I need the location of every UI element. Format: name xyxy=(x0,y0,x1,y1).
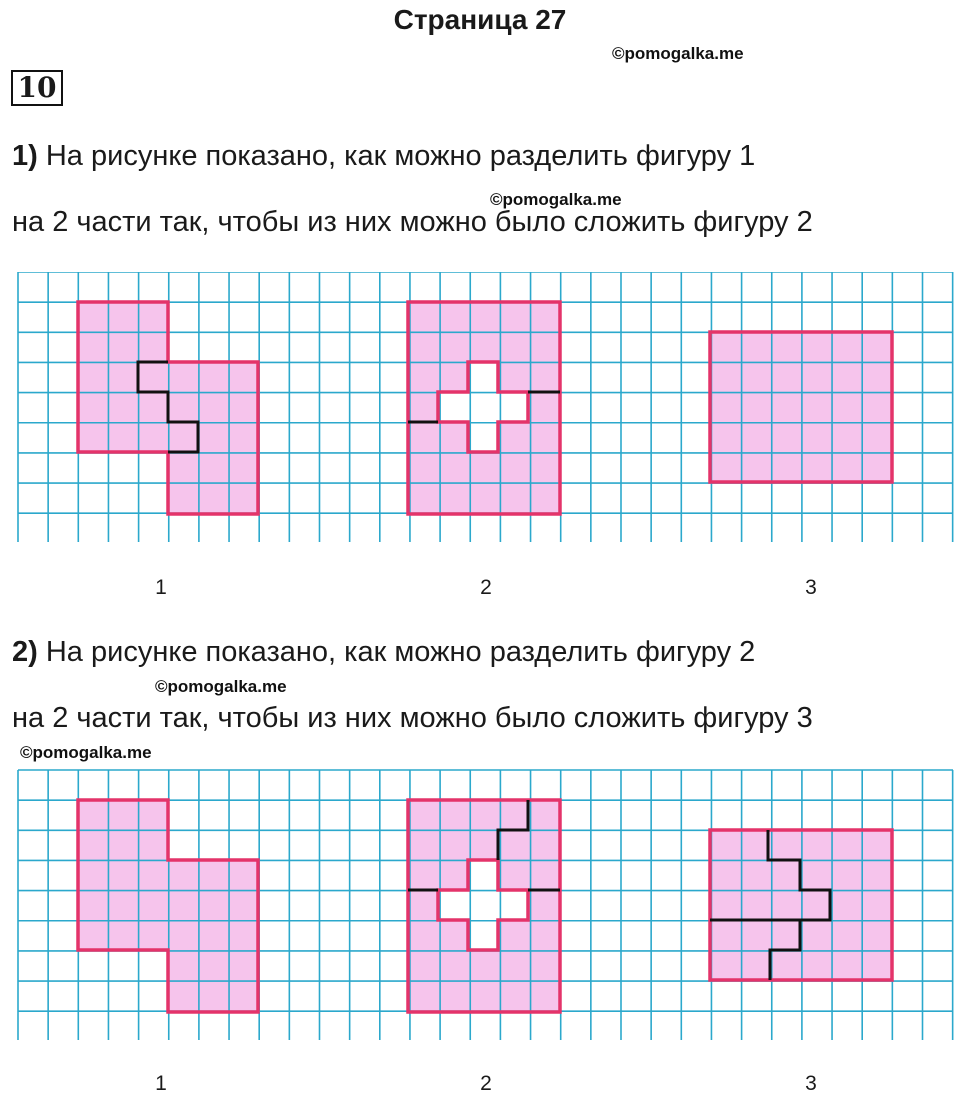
label-figure-3: 3 xyxy=(805,1072,817,1095)
grid-figure-2 xyxy=(0,768,960,1044)
label-figure-1: 1 xyxy=(155,1072,167,1095)
watermark: ©pomogalka.me xyxy=(155,677,287,696)
watermark: ©pomogalka.me xyxy=(612,44,744,63)
task-number: 10 xyxy=(11,70,63,106)
part2-number: 2) xyxy=(12,636,38,668)
label-figure-3: 3 xyxy=(805,576,817,599)
page-title: Страница 27 xyxy=(393,4,567,35)
part1-line2: на 2 части так, чтобы из них можно было сложить фигуру 2 xyxy=(12,206,813,238)
part1-text1: На рисунке показано, как можно разделить фигуру 1 xyxy=(45,140,756,172)
watermark: ©pomogalka.me xyxy=(20,743,152,762)
part2-line2: на 2 части так, чтобы из них можно было сложить фигуру 3 xyxy=(12,702,813,734)
grid-figure-1 xyxy=(0,272,960,548)
part2-line1 xyxy=(12,636,755,669)
label-figure-2: 2 xyxy=(480,576,492,599)
figure-3 xyxy=(710,830,892,980)
figure-2 xyxy=(408,302,560,514)
part2-text1: На рисунке показано, как можно разделить фигуру 2 xyxy=(45,636,756,668)
figure-3 xyxy=(710,332,892,482)
label-figure-2: 2 xyxy=(480,1072,492,1095)
part1-number: 1) xyxy=(12,140,38,172)
part1-line1 xyxy=(12,140,755,173)
figure-2 xyxy=(408,800,560,1012)
watermark: ©pomogalka.me xyxy=(490,190,622,209)
label-figure-1: 1 xyxy=(155,576,167,599)
